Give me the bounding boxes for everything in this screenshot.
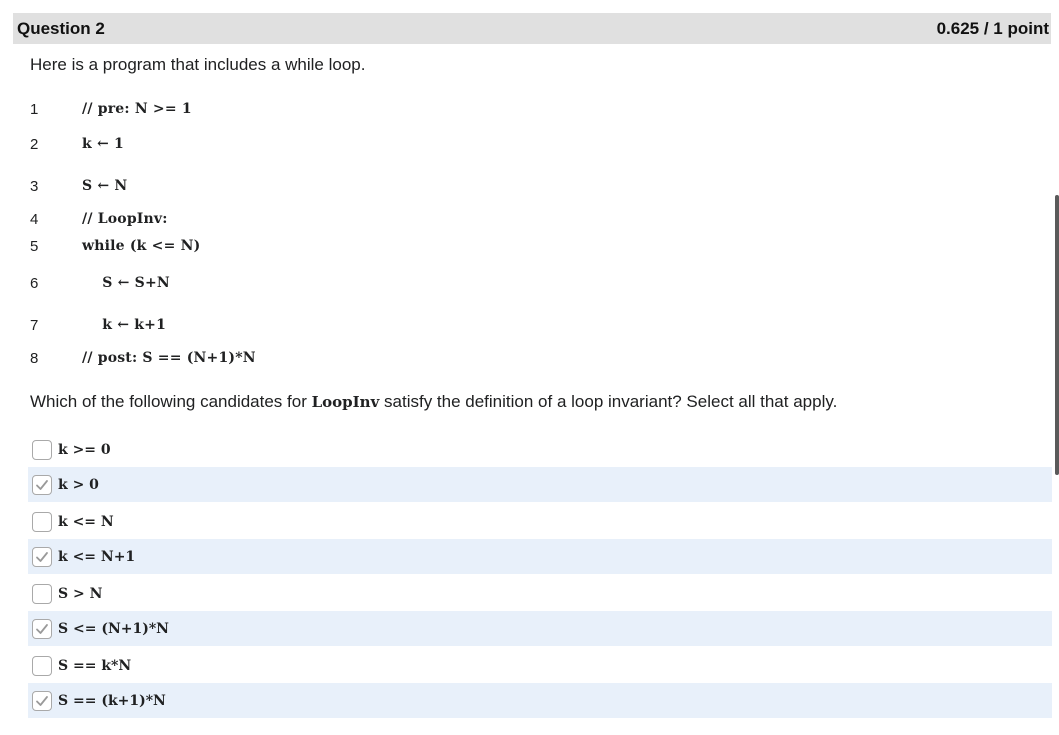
answer-option[interactable] — [28, 504, 1052, 539]
answer-option[interactable] — [28, 576, 1052, 611]
code-text: // LoopInv: — [82, 211, 168, 227]
answer-option[interactable] — [28, 467, 1052, 502]
option-label: S > N — [58, 585, 103, 602]
question-title: Question 2 — [17, 18, 105, 38]
question-header — [13, 13, 1051, 44]
option-label: k >= 0 — [58, 441, 111, 458]
option-checkbox[interactable] — [32, 656, 52, 676]
code-text: k ← 1 — [82, 136, 124, 152]
option-label: k <= N+1 — [58, 548, 136, 565]
line-number: 1 — [30, 100, 39, 118]
question-text-after: satisfy the definition of a loop invariant? Select all that apply. — [379, 392, 838, 411]
line-number: 4 — [30, 210, 39, 228]
code-text: // post: S == (N+1)*N — [82, 350, 256, 366]
option-checkbox[interactable] — [32, 547, 52, 567]
answer-option[interactable] — [28, 432, 1052, 467]
option-checkbox[interactable] — [32, 619, 52, 639]
checkmark-icon — [35, 622, 49, 636]
answer-option[interactable] — [28, 539, 1052, 574]
line-number: 8 — [30, 349, 39, 367]
option-checkbox[interactable] — [32, 691, 52, 711]
code-text: S ← N — [82, 178, 128, 194]
answer-option[interactable] — [28, 683, 1052, 718]
code-text: while (k <= N) — [82, 238, 201, 254]
line-number: 7 — [30, 316, 39, 334]
checkmark-icon — [35, 694, 49, 708]
option-label: k <= N — [58, 513, 114, 530]
line-number: 2 — [30, 135, 39, 153]
option-checkbox[interactable] — [32, 475, 52, 495]
option-label: S == (k+1)*N — [58, 692, 166, 709]
option-label: k > 0 — [58, 476, 99, 493]
option-checkbox[interactable] — [32, 512, 52, 532]
question-term: LoopInv — [311, 393, 380, 411]
line-number: 5 — [30, 237, 39, 255]
question-intro: Here is a program that includes a while loop. — [30, 55, 366, 74]
line-number: 6 — [30, 274, 39, 292]
question-score: 0.625 / 1 point — [936, 18, 1049, 38]
question-text-before: Which of the following candidates for — [30, 392, 312, 411]
option-label: S == k*N — [58, 657, 132, 674]
checkmark-icon — [35, 478, 49, 492]
code-text: k ← k+1 — [82, 317, 167, 333]
code-text: S ← S+N — [82, 275, 170, 291]
checkmark-icon — [35, 550, 49, 564]
code-text: // pre: N >= 1 — [82, 101, 192, 117]
page-scrollbar[interactable] — [1055, 195, 1059, 475]
option-label: S <= (N+1)*N — [58, 620, 169, 637]
line-number: 3 — [30, 177, 39, 195]
answer-option[interactable] — [28, 648, 1052, 683]
question-prompt — [30, 392, 837, 412]
option-checkbox[interactable] — [32, 584, 52, 604]
option-checkbox[interactable] — [32, 440, 52, 460]
answer-option[interactable] — [28, 611, 1052, 646]
